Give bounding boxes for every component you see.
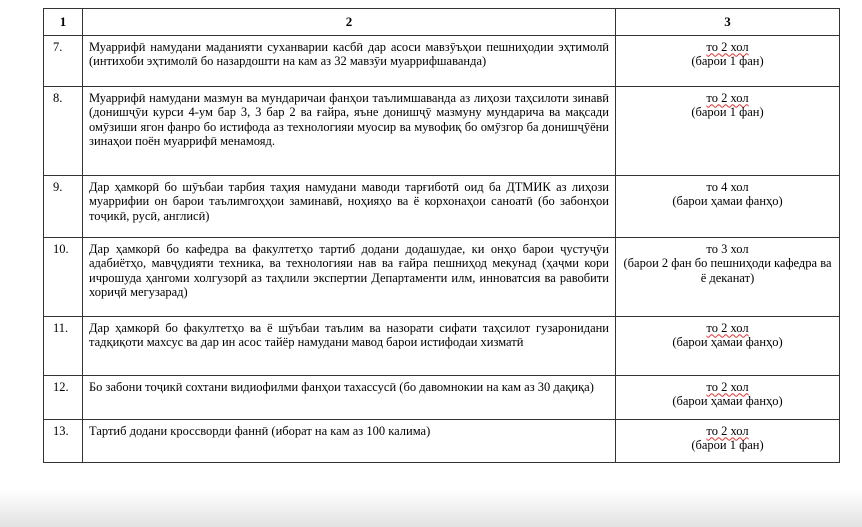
header-col-3: 3: [616, 9, 840, 36]
table-row: [44, 237, 840, 316]
row-points: то 2 хол: [706, 379, 749, 394]
row-points: то 2 хол: [706, 423, 749, 438]
row-points-note: (барои ҳамаи фанҳо): [672, 394, 783, 408]
table-row: [44, 175, 840, 237]
row-points-cell: [616, 237, 840, 316]
row-number: 7.: [44, 35, 83, 86]
table-row: [44, 316, 840, 375]
row-points-note: (барои 1 фан): [691, 54, 764, 68]
row-points-note: (барои ҳамаи фанҳо): [672, 335, 783, 349]
row-description: Дар ҳамкорӣ бо кафедра ва факултетҳо тартиб додани додашудае, ки онҳо барои ҷустуҷӯи адабиётҳо, мавҷудияти техника, ва технологияи нав ва ғайра пешниҳод мекунад (ҳаҷми кори ичрошуда ҳангоми холгузорӣ аз таҳлили экспертии Департаменти илм, инноватсия ва равобити хориҷӣ мегузарад): [83, 237, 616, 316]
table-row: [44, 375, 840, 419]
row-points-note: (барои 1 фан): [691, 438, 764, 452]
row-points-cell: [616, 86, 840, 175]
row-number: 9.: [44, 175, 83, 237]
row-points: то 4 хол: [706, 179, 749, 194]
row-description: Бо забони тоҷикӣ сохтани видиофилми фанҳои тахассусӣ (бо давомнокии на кам аз 30 дақиқа): [83, 375, 616, 419]
row-number: 8.: [44, 86, 83, 175]
row-points: то 2 хол: [706, 90, 749, 105]
row-number: 11.: [44, 316, 83, 375]
row-points-cell: [616, 175, 840, 237]
row-points-cell: [616, 375, 840, 419]
criteria-table: [43, 8, 840, 463]
table-row: [44, 35, 840, 86]
row-points-cell: [616, 316, 840, 375]
row-number: 10.: [44, 237, 83, 316]
header-col-2: 2: [83, 9, 616, 36]
row-description: Муаррифӣ намудани мазмун ва мундаричаи фанҳои таълимшаванда аз лиҳози таҳсилоти зинавӣ (донишҷӯи курси 4-ум бар 3, 3 бар 2 ва ғайра, яъне донишҷӯ мазмуну мундарича ва мақсади омӯзиши ягон фанро бо истифода аз технологияи муосир ва мувофиқ бо омӯзгор ба донишҷӯёни зинаҳои поён муаррифӣ менамояд.: [83, 86, 616, 175]
row-description: Дар ҳамкорӣ бо факултетҳо ва ё шӯъбаи таълим ва назорати сифати таҳсилот гузаронидани тадқиқоти махсус ва дар ин асос тайёр намудани мавод барои истифодаи хизматӣ: [83, 316, 616, 375]
row-points-cell: [616, 419, 840, 462]
row-description: Муаррифӣ намудани маданияти суханварии касбӣ дар асоси мавзӯъҳои пешниҳодии эҳтимолӣ (интихоби эҳтимолӣ бо назардошти на кам аз 32 мавзӯи муаррифшаванда): [83, 35, 616, 86]
row-points-cell: [616, 35, 840, 86]
row-number: 12.: [44, 375, 83, 419]
table-header-row: [44, 9, 840, 36]
row-points: то 2 хол: [706, 39, 749, 54]
row-number: 13.: [44, 419, 83, 462]
row-description: Дар ҳамкорӣ бо шӯъбаи тарбия таҳия намудани маводи тарғиботӣ оид ба ДТМИК аз лиҳози муаррифии он барои таълимгоҳҳои заминавӣ, ноҳияҳо ва ё корхонаҳои саноатӣ (бо забонҳои тоҷикӣ, русӣ, англисӣ): [83, 175, 616, 237]
table-row: [44, 86, 840, 175]
row-points: то 2 хол: [706, 320, 749, 335]
row-description: Тартиб додани кроссворди фаннӣ (иборат на кам аз 100 калима): [83, 419, 616, 462]
row-points-note: (барои ҳамаи фанҳо): [672, 194, 783, 208]
row-points-note: (барои 2 фан бо пешниҳоди кафедра ва ё деканат): [623, 256, 832, 285]
row-points-note: (барои 1 фан): [691, 105, 764, 119]
table-row: [44, 419, 840, 462]
header-col-1: 1: [44, 9, 83, 36]
row-points: то 3 хол: [706, 241, 749, 256]
